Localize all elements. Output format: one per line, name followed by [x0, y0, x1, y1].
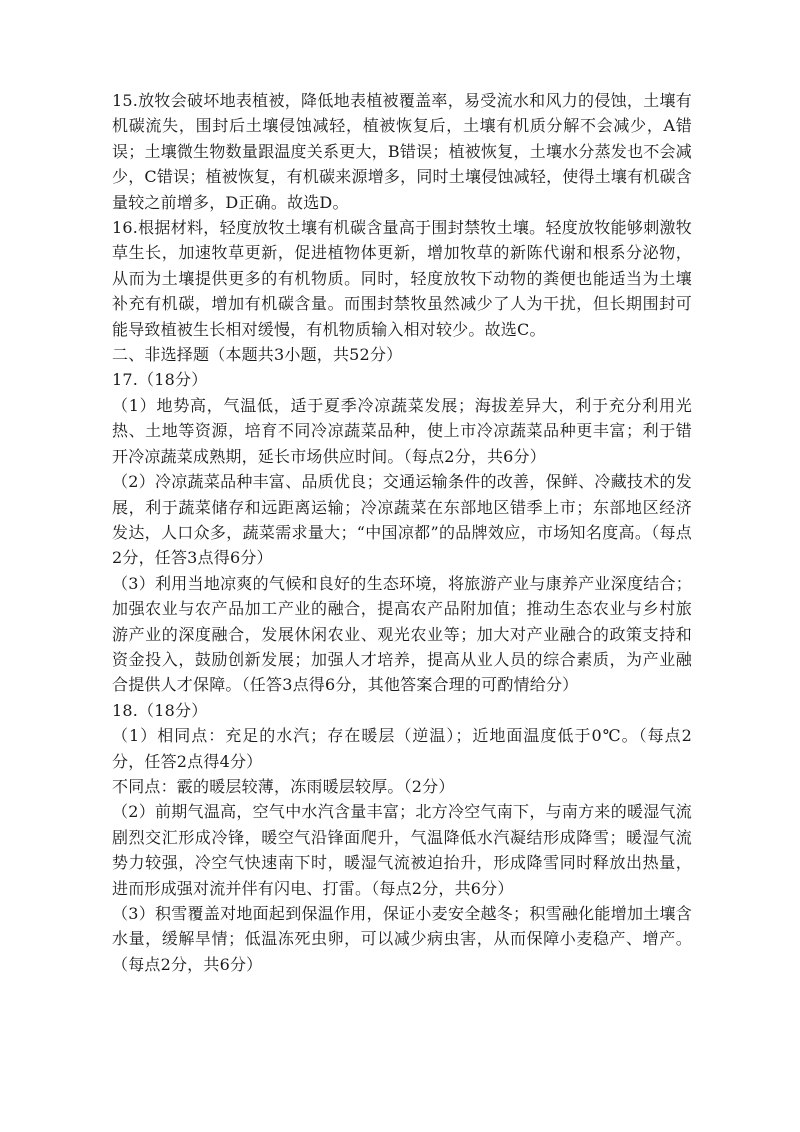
- answer-18-part-1: （1）相同点：充足的水汽；存在暖层（逆温）；近地面温度低于0℃。（每点2分，任答2点得4分）: [112, 726, 692, 771]
- answer-18-part-3: （3）积雪覆盖对地面起到保温作用，保证小麦安全越冬；积雪融化能增加土壤含水量，缓解旱情；低温冻死虫卵，可以减少病虫害，从而保障小麦稳产、增产。（每点2分，共6分）: [112, 904, 692, 974]
- answer-18-part-1-difference: 不同点：霰的暖层较薄，冻雨暖层较厚。（2分）: [112, 776, 455, 796]
- answer-17-part-2: （2）冷凉蔬菜品种丰富、品质优良；交通运输条件的改善，保鲜、冷藏技术的发展，利于蔬菜储存和远距离运输；冷凉蔬菜在东部地区错季上市；东部地区经济发达，人口众多，蔬菜需求量大；“中国凉都”的品牌效应，市场知名度高。（每点2分，任答3点得6分）: [112, 472, 692, 568]
- answer-15: 15.放牧会破坏地表植被，降低地表植被覆盖率，易受流水和风力的侵蚀，土壤有机碳流失，围封后土壤侵蚀减轻，植被恢复后，土壤有机质分解不会减少，A错误；土壤微生物数量跟温度关系更大，B错误；植被恢复，土壤水分蒸发也不会减少，C错误；植被恢复，有机碳来源增多，同时土壤侵蚀减轻，使得土壤有机碳含量较之前增多，D正确。故选D。: [112, 91, 692, 212]
- question-18-heading: 18.（18分）: [112, 700, 208, 720]
- answer-17-part-3: （3）利用当地凉爽的气候和良好的生态环境，将旅游产业与康养产业深度结合；加强农业与农产品加工产业的融合，提高农产品附加值；推动生态农业与乡村旅游产业的深度融合，发展休闲农业、观光农业等；加大对产业融合的政策支持和资金投入，鼓励创新发展；加强人才培养，提高从业人员的综合素质，为产业融合提供人才保障。（任答3点得6分，其他答案合理的可酌情给分）: [112, 573, 692, 695]
- answer-16: 16.根据材料，轻度放牧土壤有机碳含量高于围封禁牧土壤。轻度放牧能够刺激牧草生长，加速牧草更新，促进植物体更新，增加牧草的新陈代谢和根系分泌物，从而为土壤提供更多的有机物质。同时，轻度放牧下动物的粪便也能适当为土壤补充有机碳，增加有机碳含量。而围封禁牧虽然减少了人为干扰，但长期围封可能导致植被生长相对缓慢，有机物质输入相对较少。故选C。: [112, 218, 692, 339]
- answer-18-part-2: （2）前期气温高，空气中水汽含量丰富；北方冷空气南下，与南方来的暖湿气流剧烈交汇形成冷锋，暖空气沿锋面爬升，气温降低水汽凝结形成降雪；暖湿气流势力较强，冷空气快速南下时，暖湿气流被迫抬升，形成降雪同时释放出热量，进而形成强对流并伴有闪电、打雷。（每点2分，共6分）: [112, 802, 692, 898]
- section-heading-non-choice: 二、非选择题（本题共3小题，共52分）: [112, 345, 403, 365]
- answer-17-part-1: （1）地势高，气温低，适于夏季冷凉蔬菜发展；海拔差异大，利于充分利用光热、土地等资源，培育不同冷凉蔬菜品种，使上市冷凉蔬菜品种更丰富；利于错开冷凉蔬菜成熟期，延长市场供应时间。（每点2分，共6分）: [112, 395, 692, 466]
- question-17-heading: 17.（18分）: [112, 370, 208, 390]
- answer-key-page: [112, 88, 692, 977]
